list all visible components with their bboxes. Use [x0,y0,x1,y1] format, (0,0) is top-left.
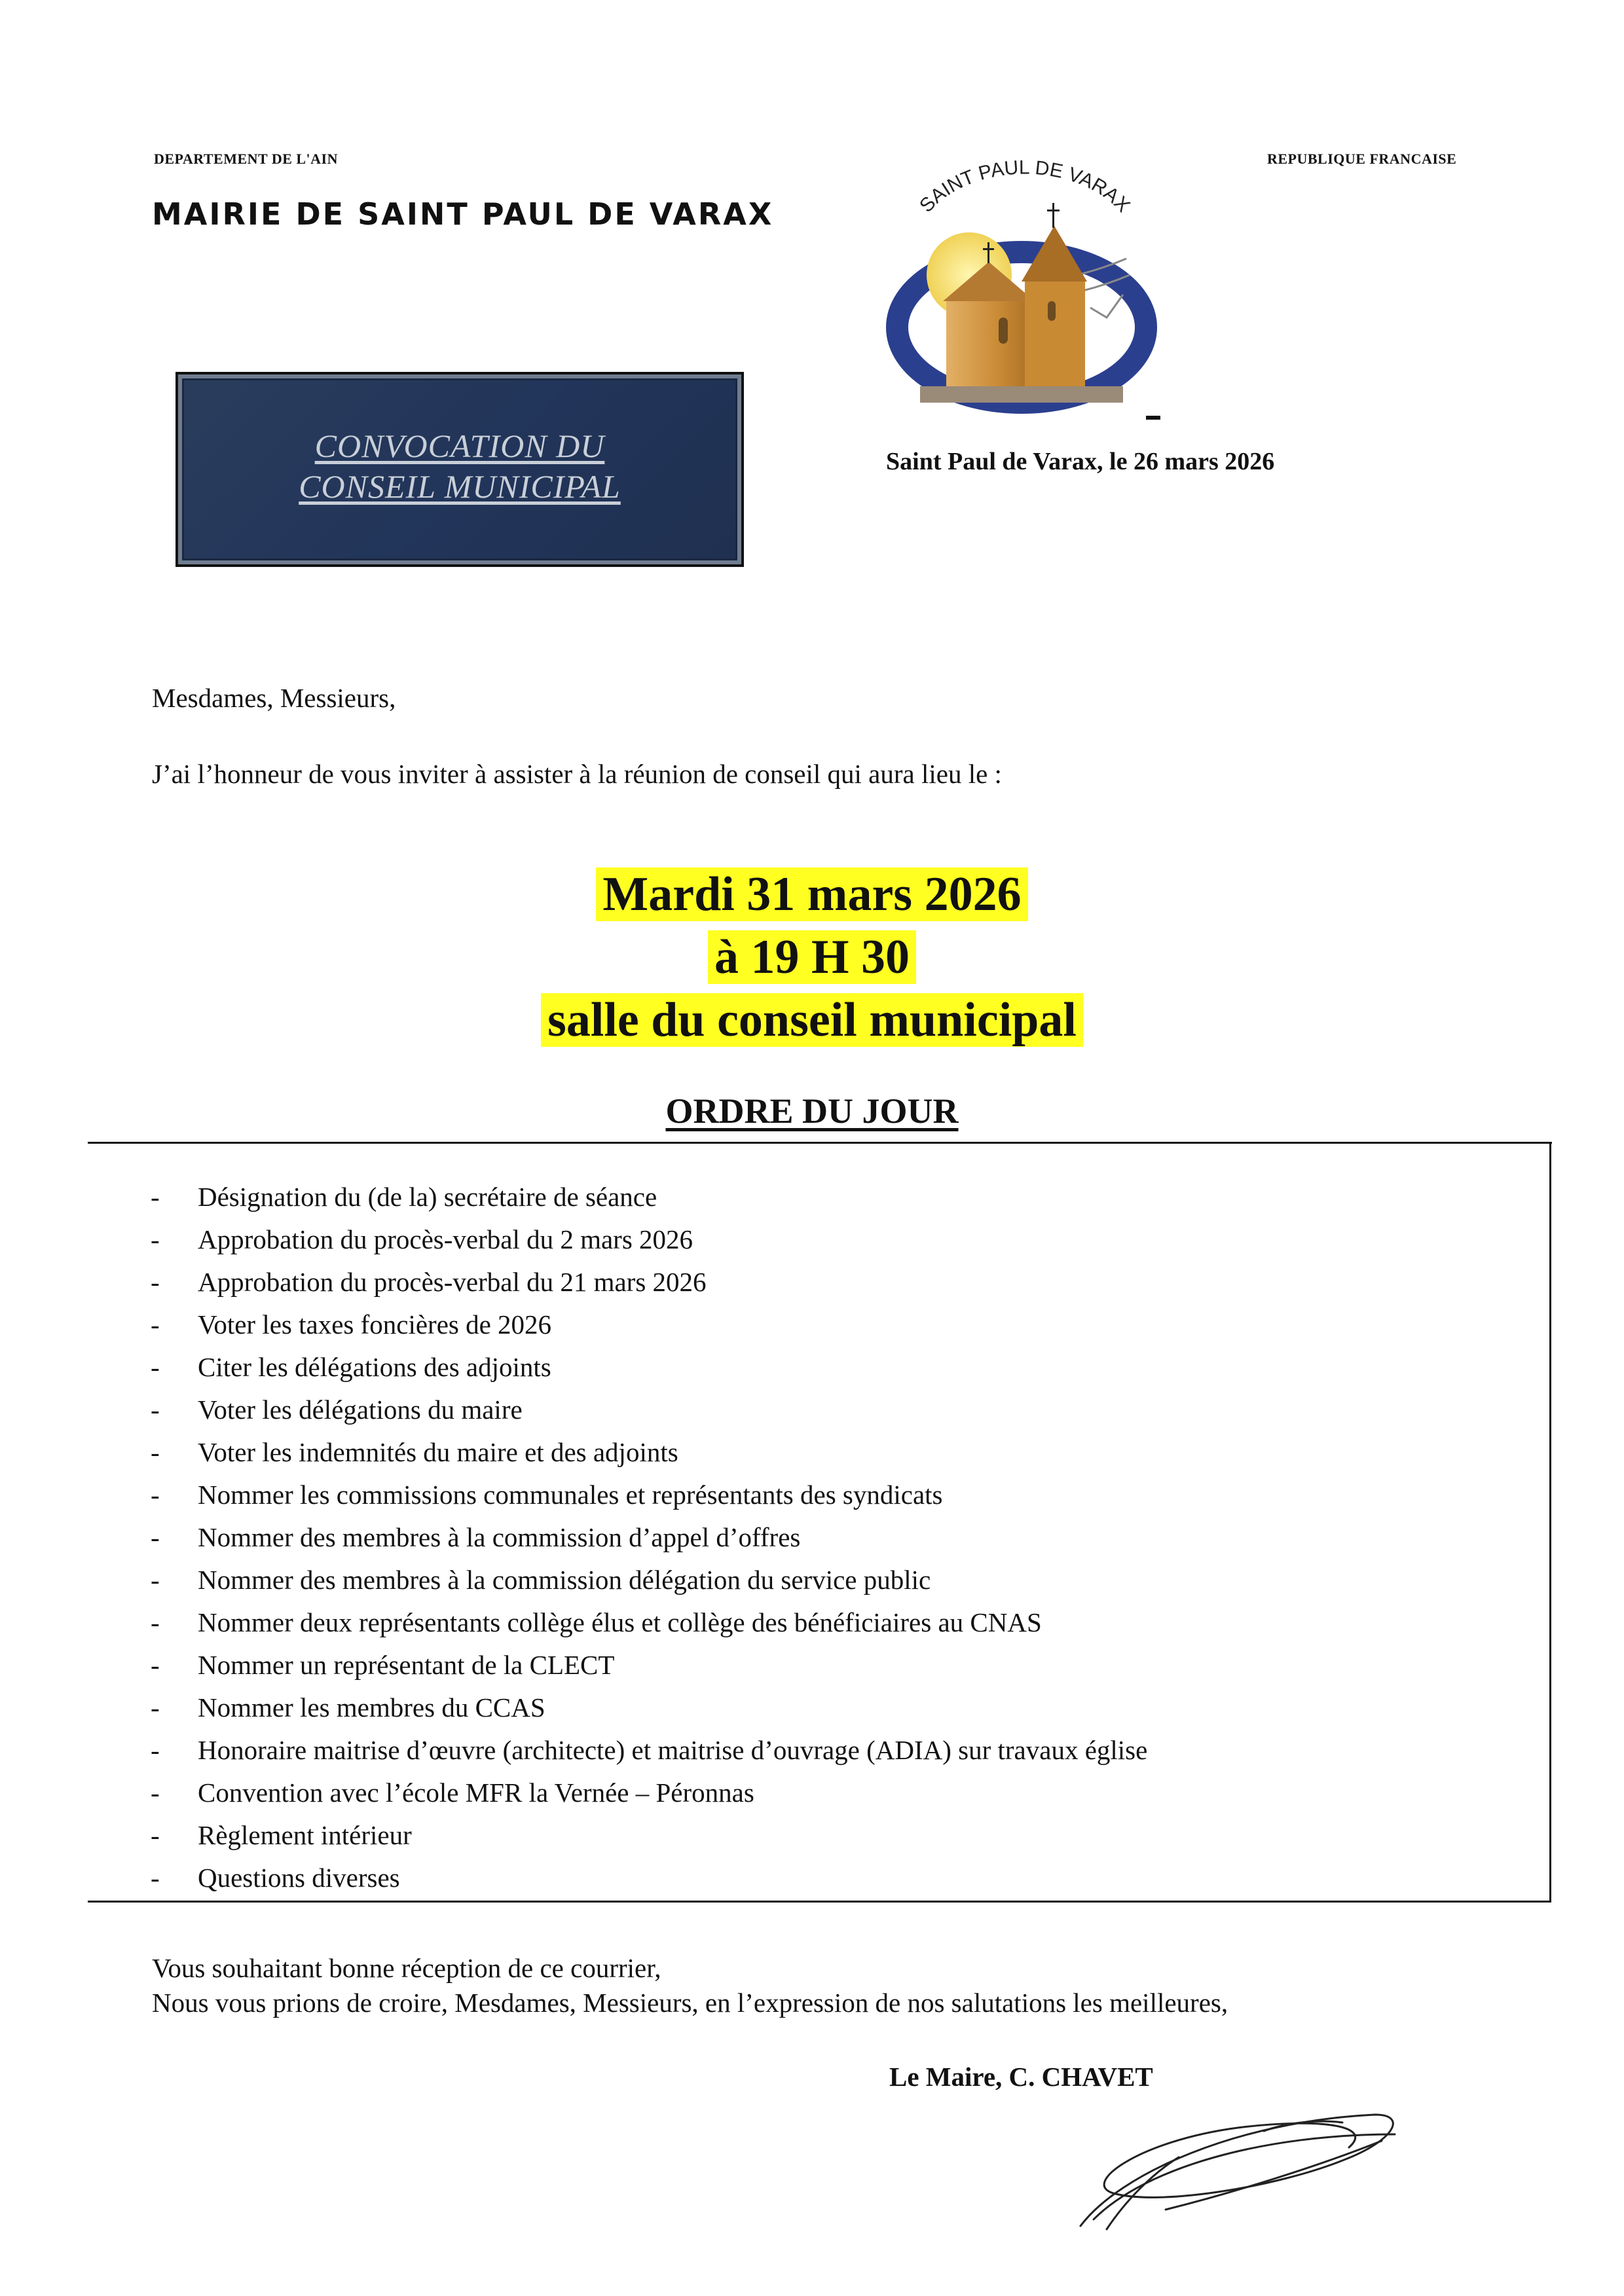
meeting-date: Mardi 31 mars 2026 [596,867,1027,921]
closing-line-1: Vous souhaitant bonne réception de ce courrier, [152,1953,661,1983]
agenda-item: - Approbation du procès-verbal du 21 mars 2026 [151,1261,1147,1303]
agenda-item: - Voter les délégations du maire [151,1389,1147,1431]
logo-text: SAINT PAUL DE VARAX [915,160,1134,217]
agenda-item: - Nommer des membres à la commission d’appel d’offres [151,1516,1147,1559]
agenda-item: - Questions diverses [151,1857,1147,1899]
agenda-border-top [88,1142,1552,1144]
mairie-title: MAIRIE DE SAINT PAUL DE VARAX [152,196,774,232]
republic-label: REPUBLIQUE FRANCAISE [1267,151,1457,167]
agenda-item: - Voter les indemnités du maire et des adjoints [151,1431,1147,1474]
agenda-item: - Nommer les membres du CCAS [151,1686,1147,1729]
agenda-item: - Convention avec l’école MFR la Vernée – Péronnas [151,1772,1147,1814]
department-label: DEPARTEMENT DE L'AIN [154,151,339,167]
meeting-time-row [0,926,1624,989]
agenda-item: - Nommer des membres à la commission délégation du service public [151,1559,1147,1601]
convocation-title-line2: CONSEIL MUNICIPAL [299,468,621,505]
convocation-title-line1: CONVOCATION DU [314,428,605,464]
meeting-place: salle du conseil municipal [541,993,1083,1047]
date-place: Saint Paul de Varax, le 26 mars 2026 [886,448,1275,475]
agenda-border-right [1549,1142,1551,1903]
agenda-item: - Nommer un représentant de la CLECT [151,1644,1147,1686]
church-icon [920,203,1123,403]
meeting-place-row [0,989,1624,1051]
agenda-item: - Règlement intérieur [151,1814,1147,1857]
salutation: Mesdames, Messieurs, [152,683,396,713]
invitation-text: J’ai l’honneur de vous inviter à assister à la réunion de conseil qui aura lieu le : [152,759,1002,789]
closing-line-2: Nous vous prions de croire, Mesdames, Messieurs, en l’expression de nos salutations les meilleures, [152,1988,1228,2018]
convocation-title [175,426,744,507]
municipal-logo [881,160,1169,419]
agenda-item: - Nommer les commissions communales et représentants des syndicats [151,1474,1147,1516]
agenda-item: - Honoraire maitrise d’œuvre (architecte) et maitrise d’ouvrage (ADIA) sur travaux église [151,1729,1147,1772]
meeting-date-row [0,863,1624,926]
agenda-item: - Nommer deux représentants collège élus et collège des bénéficiaires au CNAS [151,1601,1147,1644]
meeting-time: à 19 H 30 [708,930,916,984]
agenda-item: - Désignation du (de la) secrétaire de séance [151,1176,1147,1218]
agenda-border-bottom [88,1901,1551,1903]
agenda-item: - Approbation du procès-verbal du 2 mars 2026 [151,1218,1147,1261]
signer-name: Le Maire, C. CHAVET [889,2062,1153,2092]
agenda-list [151,1176,1147,1899]
agenda-item: - Citer les délégations des adjoints [151,1346,1147,1389]
dash-mark [1146,416,1160,420]
agenda-item: - Voter les taxes foncières de 2026 [151,1303,1147,1346]
agenda-title: ORDRE DU JOUR [665,1091,959,1131]
signature-icon [1067,2095,1408,2239]
